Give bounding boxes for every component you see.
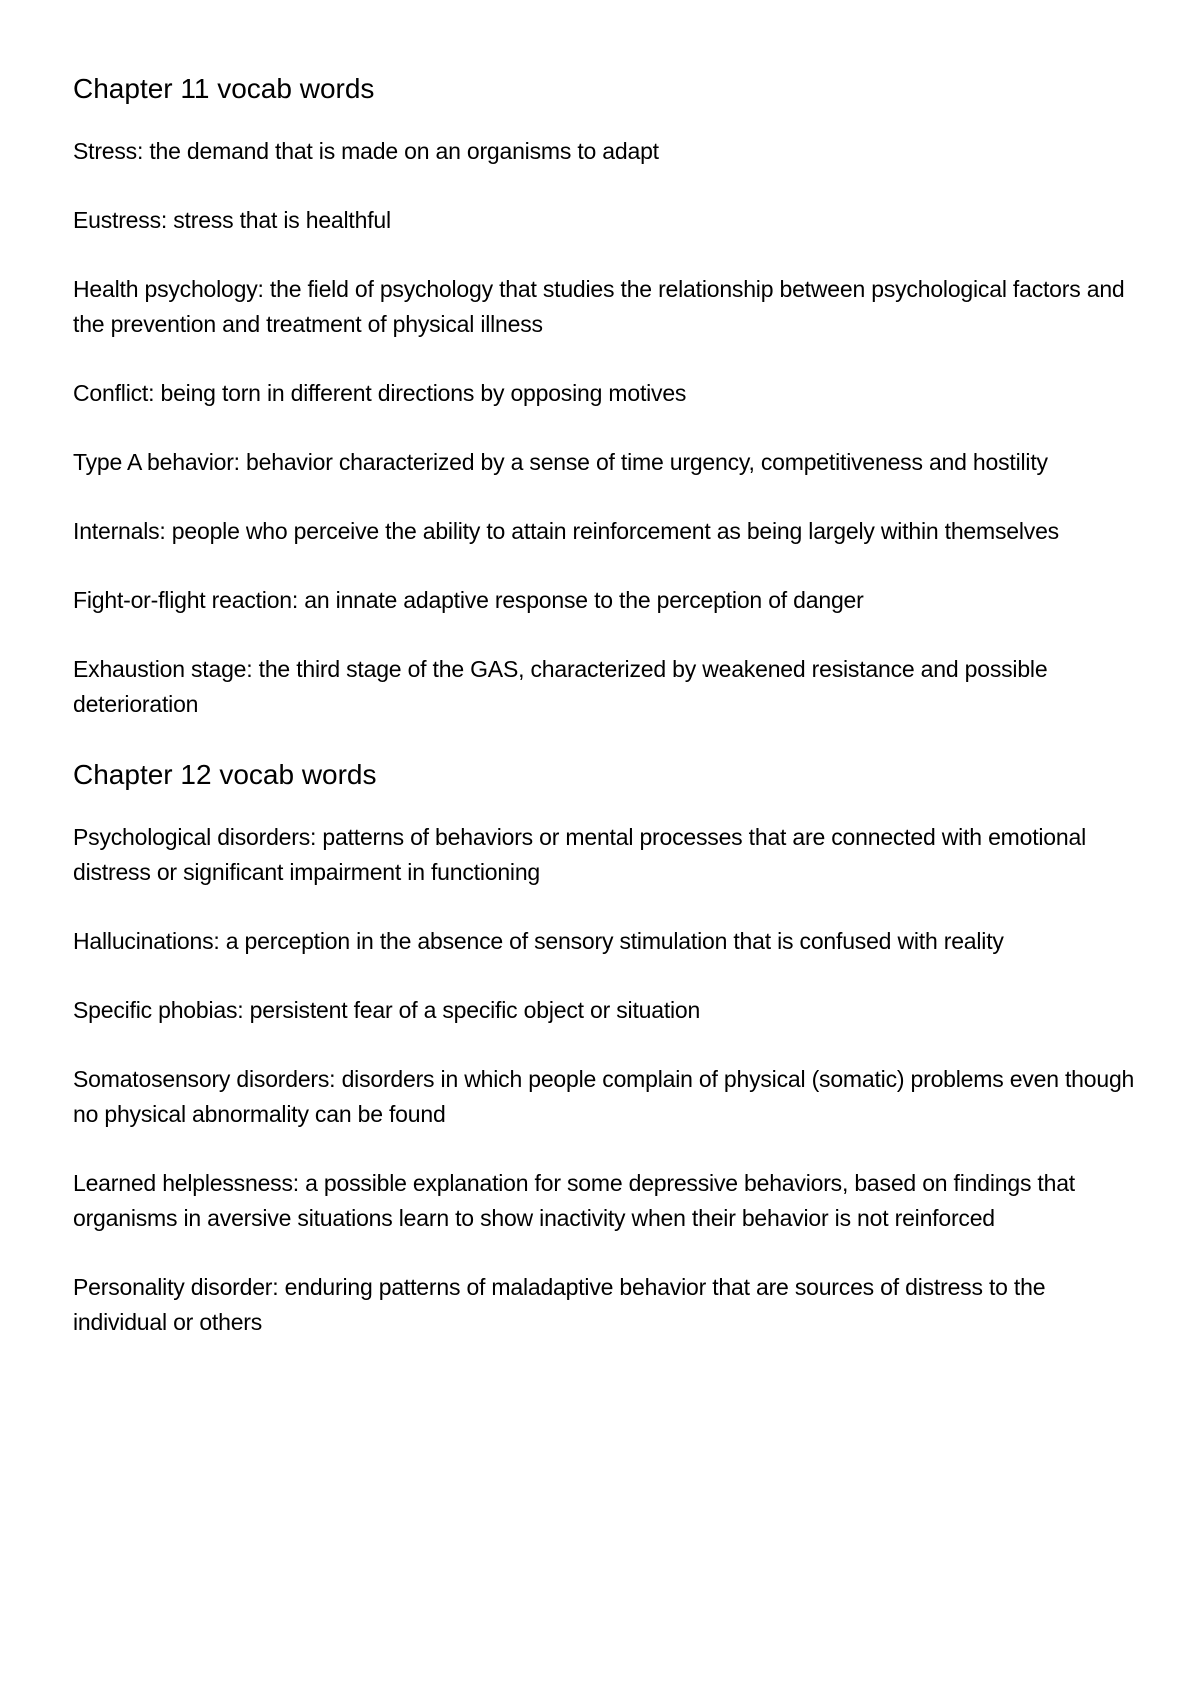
vocab-entry-type-a-behavior: Type A behavior: behavior characterized by a sense of time urgency, competitiveness and hostility xyxy=(73,449,1048,475)
vocab-entry-somatosensory-disorders: Somatosensory disorders: disorders in which people complain of physical (somatic) problems even though no physical abnormality can be found xyxy=(73,1066,1135,1127)
vocab-entry-exhaustion-stage: Exhaustion stage: the third stage of the GAS, characterized by weakened resistance and possible deterioration xyxy=(73,656,1048,717)
vocab-entry-fight-or-flight: Fight-or-flight reaction: an innate adaptive response to the perception of danger xyxy=(73,587,864,613)
vocab-entry-eustress: Eustress: stress that is healthful xyxy=(73,207,391,233)
chapter-11-heading: Chapter 11 vocab words xyxy=(73,73,375,104)
document-page xyxy=(73,70,1143,1374)
vocab-entry-learned-helplessness: Learned helplessness: a possible explanation for some depressive behaviors, based on findings that organisms in aversive situations learn to show inactivity when their behavior is not reinforced xyxy=(73,1170,1075,1231)
vocab-entry-specific-phobias: Specific phobias: persistent fear of a specific object or situation xyxy=(73,997,701,1023)
vocab-entry-hallucinations: Hallucinations: a perception in the absence of sensory stimulation that is confused with reality xyxy=(73,928,1004,954)
vocab-entry-personality-disorder: Personality disorder: enduring patterns of maladaptive behavior that are sources of distress to the individual or others xyxy=(73,1274,1046,1335)
vocab-entry-stress: Stress: the demand that is made on an organisms to adapt xyxy=(73,138,659,164)
vocab-entry-health-psychology: Health psychology: the field of psychology that studies the relationship between psychological factors and the prevention and treatment of physical illness xyxy=(73,276,1125,337)
vocab-entry-psychological-disorders: Psychological disorders: patterns of behaviors or mental processes that are connected with emotional distress or significant impairment in functioning xyxy=(73,824,1086,885)
chapter-12-heading: Chapter 12 vocab words xyxy=(73,759,377,790)
vocab-entry-conflict: Conflict: being torn in different directions by opposing motives xyxy=(73,380,687,406)
vocab-entry-internals: Internals: people who perceive the ability to attain reinforcement as being largely within themselves xyxy=(73,518,1059,544)
